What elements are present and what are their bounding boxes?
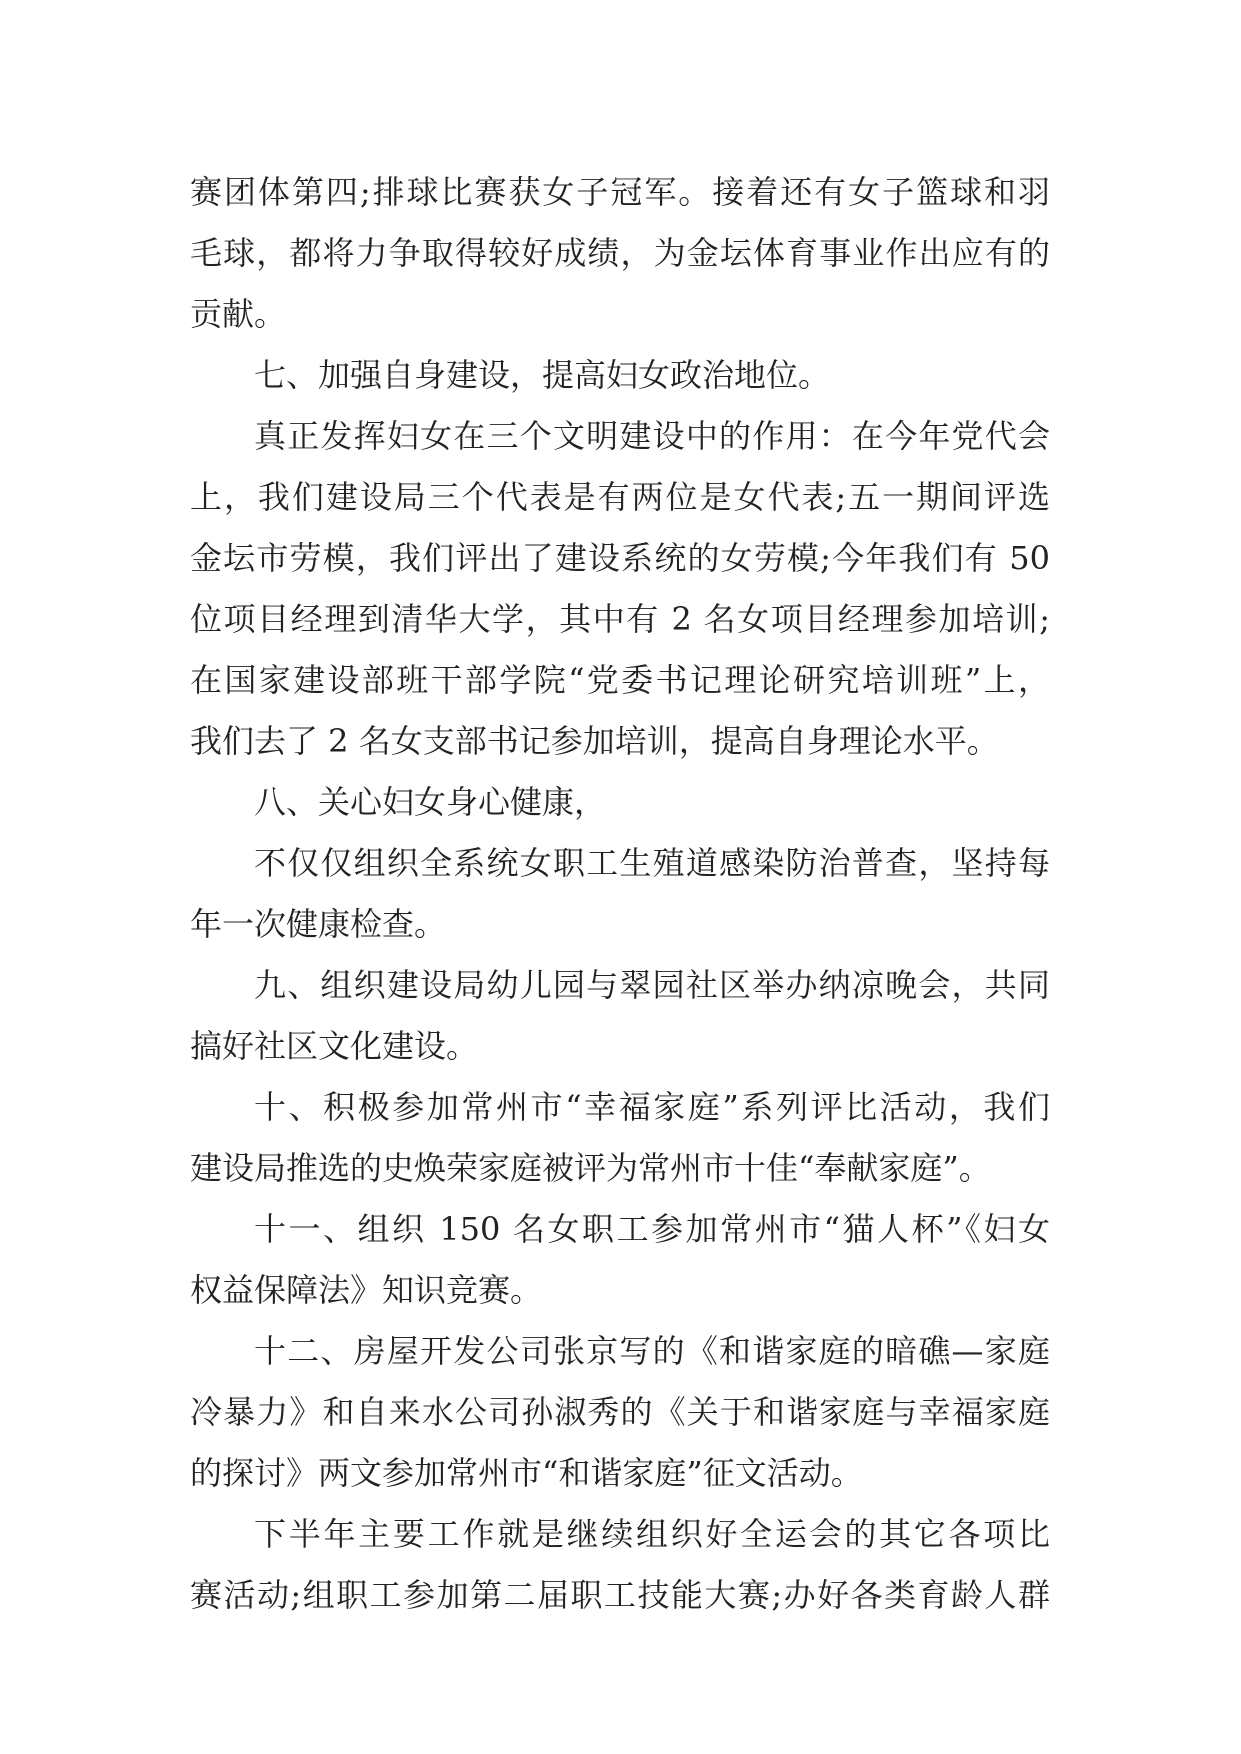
text-line: 冷暴力》和自来水公司孙淑秀的《关于和谐家庭与幸福家庭 (190, 1393, 1050, 1431)
text-line: 位项目经理到清华大学，其中有 2 名女项目经理参加培训; (190, 600, 1050, 638)
text-line: 下半年主要工作就是继续组织好全运会的其它各项比 (254, 1515, 1050, 1553)
text-line: 金坛市劳模，我们评出了建设系统的女劳模;今年我们有 50 (190, 539, 1050, 577)
text-line: 年一次健康检查。 (190, 905, 447, 943)
section-heading: 十二、房屋开发公司张京写的《和谐家庭的暗礁—家庭 (254, 1332, 1050, 1370)
text-line: 的探讨》两文参加常州市“和谐家庭”征文活动。 (190, 1454, 863, 1492)
text-line: 赛团体第四;排球比赛获女子冠军。接着还有女子篮球和羽 (190, 173, 1050, 211)
text-line: 搞好社区文化建设。 (190, 1027, 479, 1065)
document-body (190, 162, 1050, 1626)
text-line: 上，我们建设局三个代表是有两位是女代表;五一期间评选 (190, 478, 1050, 516)
text-line: 真正发挥妇女在三个文明建设中的作用：在今年党代会 (254, 417, 1050, 455)
section-heading: 九、组织建设局幼儿园与翠园社区举办纳凉晚会，共同 (254, 966, 1050, 1004)
section-heading: 十一、组织 150 名女职工参加常州市“猫人杯”《妇女 (254, 1210, 1050, 1248)
text-line: 建设局推选的史焕荣家庭被评为常州市十佳“奉献家庭”。 (190, 1149, 991, 1187)
section-heading: 七、加强自身建设，提高妇女政治地位。 (254, 356, 831, 394)
text-line: 赛活动;组职工参加第二届职工技能大赛;办好各类育龄人群 (190, 1576, 1050, 1614)
text-line: 贡献。 (190, 295, 287, 333)
text-line: 权益保障法》知识竞赛。 (190, 1271, 543, 1309)
section-heading: 十、积极参加常州市“幸福家庭”系列评比活动，我们 (254, 1088, 1050, 1126)
text-line: 在国家建设部班干部学院“党委书记理论研究培训班”上， (190, 661, 1050, 699)
section-heading: 八、关心妇女身心健康， (254, 783, 607, 821)
text-line: 不仅仅组织全系统女职工生殖道感染防治普查，坚持每 (254, 844, 1050, 882)
text-line: 我们去了 2 名女支部书记参加培训，提高自身理论水平。 (190, 722, 999, 760)
text-line: 毛球，都将力争取得较好成绩，为金坛体育事业作出应有的 (190, 234, 1050, 272)
